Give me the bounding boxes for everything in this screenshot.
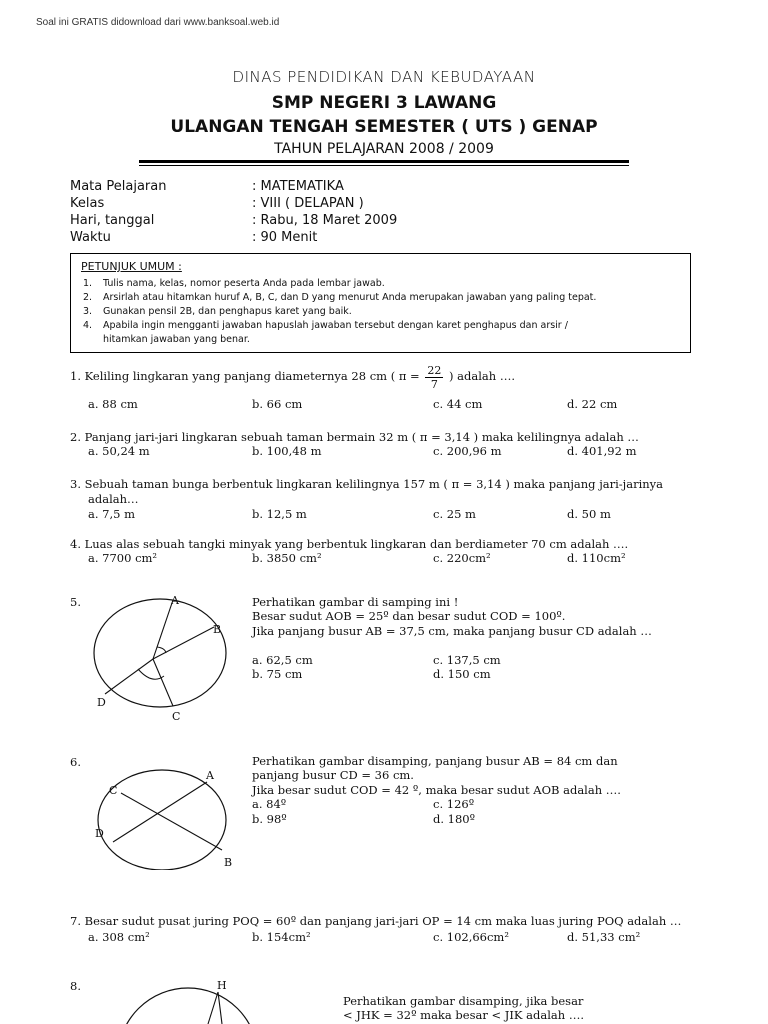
question-7-option-b[interactable]: b. 154cm² bbox=[252, 930, 311, 944]
question-2-option-c[interactable]: c. 200,96 m bbox=[433, 444, 502, 458]
header-rule-thick bbox=[139, 160, 629, 163]
question-1-option-a[interactable]: a. 88 cm bbox=[88, 397, 138, 411]
instruction-item: hitamkan jawaban yang benar. bbox=[103, 334, 250, 345]
question-6-option-d[interactable]: d. 180º bbox=[433, 812, 476, 826]
source-note: Soal ini GRATIS didownload dari www.banksoal.web.id bbox=[36, 17, 280, 28]
question-2-option-d[interactable]: d. 401,92 m bbox=[567, 444, 637, 458]
pi-fraction: $\frac{22}{7}$ bbox=[427, 363, 442, 391]
point-d-label: D bbox=[95, 827, 104, 840]
question-8-line-1: Perhatikan gambar disamping, jika besar bbox=[343, 994, 584, 1008]
instructions-box bbox=[70, 253, 691, 353]
question-5-option-d[interactable]: d. 150 cm bbox=[433, 667, 491, 681]
question-8-circle-figure bbox=[110, 978, 280, 1024]
question-5-option-b[interactable]: b. 75 cm bbox=[252, 667, 303, 681]
info-key: Hari, tanggal bbox=[70, 213, 155, 228]
question-4-option-a[interactable]: a. 7700 cm² bbox=[88, 551, 158, 565]
question-5-line-2: Besar sudut AOB = 25º dan besar sudut COD = 100º. bbox=[252, 609, 566, 623]
header-exam-title: ULANGAN TENGAH SEMESTER ( UTS ) GENAP bbox=[170, 117, 598, 137]
point-a-label: A bbox=[206, 769, 214, 782]
point-c-label: C bbox=[172, 710, 181, 723]
point-b-label: B bbox=[224, 856, 233, 869]
point-b-label: B bbox=[213, 623, 222, 636]
question-6-line-2: panjang busur CD = 36 cm. bbox=[252, 768, 414, 782]
question-4-option-c[interactable]: c. 220cm² bbox=[433, 551, 491, 565]
instruction-item: 1. Tulis nama, kelas, nomor peserta Anda pada lembar jawab. bbox=[83, 278, 385, 289]
info-value: : MATEMATIKA bbox=[252, 179, 344, 194]
question-5-line-1: Perhatikan gambar di samping ini ! bbox=[252, 595, 459, 609]
question-2-option-b[interactable]: b. 100,48 m bbox=[252, 444, 322, 458]
info-key: Kelas bbox=[70, 196, 105, 211]
question-6-option-a[interactable]: a. 84º bbox=[252, 797, 287, 811]
question-7-option-c[interactable]: c. 102,66cm² bbox=[433, 930, 509, 944]
info-value: : 90 Menit bbox=[252, 230, 318, 245]
question-1-text: 1. Keliling lingkaran yang panjang diameternya 28 cm ( π = $\frac{22}{7}$ ) adalah …. bbox=[70, 363, 515, 391]
header-academic-year: TAHUN PELAJARAN 2008 / 2009 bbox=[274, 141, 494, 157]
point-d-label: D bbox=[97, 696, 106, 709]
point-a-label: A bbox=[171, 594, 179, 607]
question-5-number: 5. bbox=[70, 595, 81, 609]
question-6-option-c[interactable]: c. 126º bbox=[433, 797, 475, 811]
instruction-item: 4. Apabila ingin mengganti jawaban hapuslah jawaban tersebut dengan karet penghapus dan arsir / bbox=[83, 320, 568, 331]
info-key: Mata Pelajaran bbox=[70, 179, 167, 194]
question-4-text: 4. Luas alas sebuah tangki minyak yang berbentuk lingkaran dan berdiameter 70 cm adalah …. bbox=[70, 537, 629, 551]
question-3-option-c[interactable]: c. 25 m bbox=[433, 507, 476, 521]
info-key: Waktu bbox=[70, 230, 111, 245]
question-3-text: 3. Sebuah taman bunga berbentuk lingkaran kelilingnya 157 m ( π = 3,14 ) maka panjang jari-jarinya bbox=[70, 477, 664, 491]
question-7-option-d[interactable]: d. 51,33 cm² bbox=[567, 930, 641, 944]
question-3-option-a[interactable]: a. 7,5 m bbox=[88, 507, 136, 521]
point-c-label: C bbox=[109, 784, 118, 797]
question-1-option-c[interactable]: c. 44 cm bbox=[433, 397, 483, 411]
question-6-number: 6. bbox=[70, 755, 81, 769]
question-5-option-c[interactable]: c. 137,5 cm bbox=[433, 653, 501, 667]
question-6-line-1: Perhatikan gambar disamping, panjang busur AB = 84 cm dan bbox=[252, 754, 618, 768]
question-2-option-a[interactable]: a. 50,24 m bbox=[88, 444, 150, 458]
question-5-line-3: Jika panjang busur AB = 37,5 cm, maka panjang busur CD adalah … bbox=[252, 624, 652, 638]
question-5-option-a[interactable]: a. 62,5 cm bbox=[252, 653, 313, 667]
question-5-circle-figure bbox=[80, 590, 250, 725]
question-8-line-2: < JHK = 32º maka besar < JIK adalah …. bbox=[343, 1008, 585, 1022]
info-value: : VIII ( DELAPAN ) bbox=[252, 196, 364, 211]
question-8-number: 8. bbox=[70, 979, 81, 993]
question-3-text-cont: adalah… bbox=[88, 492, 139, 506]
info-value: : Rabu, 18 Maret 2009 bbox=[252, 213, 398, 228]
header-department: DINAS PENDIDIKAN DAN KEBUDAYAAN bbox=[232, 68, 536, 86]
instruction-item: 2. Arsirlah atau hitamkan huruf A, B, C, dan D yang menurut Anda merupakan jawaban yang paling tepat. bbox=[83, 292, 597, 303]
question-6-option-b[interactable]: b. 98º bbox=[252, 812, 287, 826]
question-4-option-d[interactable]: d. 110cm² bbox=[567, 551, 626, 565]
instructions-title: PETUNJUK UMUM : bbox=[81, 260, 182, 273]
question-4-option-b[interactable]: b. 3850 cm² bbox=[252, 551, 322, 565]
question-2-text: 2. Panjang jari-jari lingkaran sebuah taman bermain 32 m ( π = 3,14 ) maka kelilingnya adalah … bbox=[70, 430, 639, 444]
question-7-text: 7. Besar sudut pusat juring POQ = 60º dan panjang jari-jari OP = 14 cm maka luas juring POQ adalah … bbox=[70, 914, 682, 928]
question-7-option-a[interactable]: a. 308 cm² bbox=[88, 930, 150, 944]
question-3-option-d[interactable]: d. 50 m bbox=[567, 507, 611, 521]
instruction-item: 3. Gunakan pensil 2B, dan penghapus karet yang baik. bbox=[83, 306, 352, 317]
question-6-circle-figure bbox=[90, 762, 240, 870]
point-h-label: H bbox=[217, 979, 227, 992]
question-1-option-b[interactable]: b. 66 cm bbox=[252, 397, 303, 411]
header-rule-thin bbox=[139, 165, 629, 166]
header-school: SMP NEGERI 3 LAWANG bbox=[271, 93, 497, 113]
question-6-line-3: Jika besar sudut COD = 42 º, maka besar sudut AOB adalah …. bbox=[252, 783, 621, 797]
question-3-option-b[interactable]: b. 12,5 m bbox=[252, 507, 307, 521]
question-1-option-d[interactable]: d. 22 cm bbox=[567, 397, 618, 411]
